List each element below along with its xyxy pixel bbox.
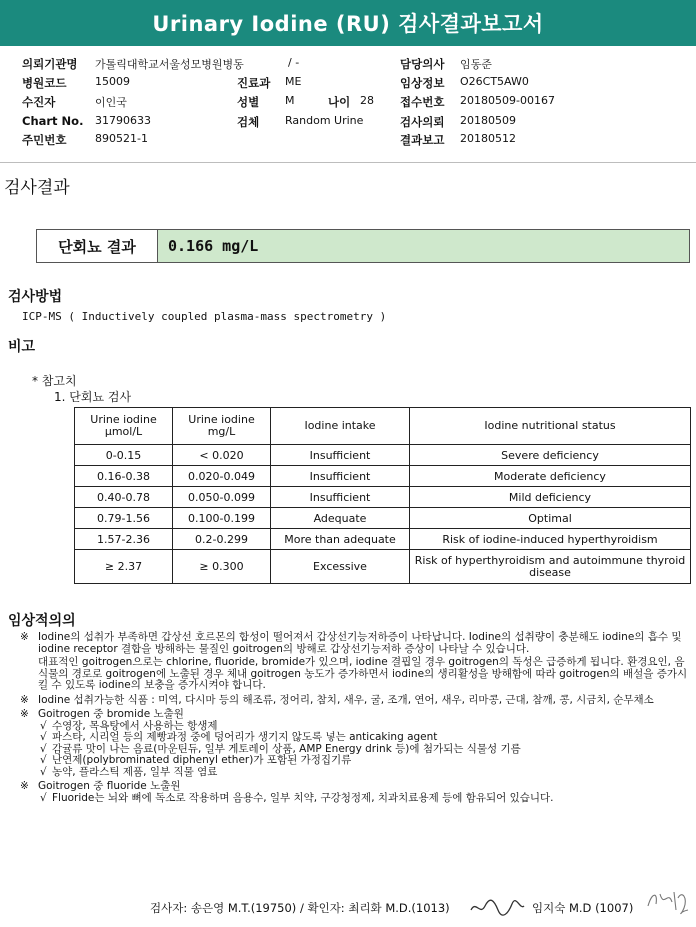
table-cell: < 0.020 [173, 445, 271, 466]
reference-mark-icon: ※ [20, 693, 29, 706]
reference-mark-icon: ※ [20, 708, 29, 720]
list-item-text: 난연제(polybrominated diphenyl ether)가 포함된 가정집기류 [52, 754, 352, 766]
resident-value: 890521-1 [95, 132, 148, 145]
table-cell: 0.050-0.099 [173, 487, 271, 508]
resident-label: 주민번호 [22, 133, 67, 147]
check-icon: √ [40, 791, 47, 804]
list-item-text: 파스타, 시리얼 등의 제빵과정 중에 덩어리가 생기지 않도록 넣는 anticaking agent [52, 731, 438, 743]
reference-subheading: 1. 단회뇨 검사 [54, 390, 132, 404]
clinical-heading: 임상적의의 [8, 613, 76, 629]
table-cell: Insufficient [271, 487, 410, 508]
table-cell: ≥ 0.300 [173, 550, 271, 584]
result-box [36, 229, 690, 263]
clinical-text: 대표적인 goitrogen으로는 chlorine, fluoride, bromide가 있으며, iodine 결핍일 경우 goitrogen의 독성은 급증하게 됩니다. 환경요인, 음식물의 경로로 goitrogen에 노출된 경우 체내 goitrogen 농도가 증가하면서 iodine의 생리활성을 방해함에 따라 goitrogen의 배설을 증가시킬 수 있도록 iodine의 보충을 증가시켜야 합니다. [38, 656, 688, 691]
sex-value: M [285, 94, 295, 107]
institution-label: 의뢰기관명 [22, 57, 78, 71]
hospital-code-label: 병원코드 [22, 76, 67, 90]
table-cell: 0.40-0.78 [75, 487, 173, 508]
table-cell: 0.020-0.049 [173, 466, 271, 487]
fluoride-heading: Goitrogen 중 fluoride 노출원 [38, 780, 181, 792]
list-item [20, 793, 690, 805]
table-row [75, 487, 691, 508]
table-cell: Adequate [271, 508, 410, 529]
table-row [75, 508, 691, 529]
ordinfo-label: 임상정보 [400, 76, 445, 90]
handwritten-signature-icon [644, 886, 692, 916]
table-cell: 0.2-0.299 [173, 529, 271, 550]
table-cell: More than adequate [271, 529, 410, 550]
result-label: 단회뇨 결과 [37, 230, 158, 262]
ward-value: / - [288, 56, 300, 69]
clinical-paragraph [20, 632, 690, 692]
table-cell: Insufficient [271, 466, 410, 487]
receipt-value: 20180509-00167 [460, 94, 555, 107]
request-value: 20180509 [460, 114, 516, 127]
list-item [20, 767, 690, 779]
bromide-heading: Goitrogen 중 bromide 노출원 [38, 708, 184, 720]
institution-value: 가톨릭대학교서울성모병원병동 [95, 58, 244, 71]
table-cell: Severe deficiency [410, 445, 691, 466]
specimen-label: 검체 [237, 115, 260, 129]
table-cell: Mild deficiency [410, 487, 691, 508]
column-header: Iodine nutritional status [410, 408, 691, 445]
table-cell: Insufficient [271, 445, 410, 466]
table-cell: Moderate deficiency [410, 466, 691, 487]
list-item-text: 감귤류 맛이 나는 음료(마운틴듀, 일부 게토레이 상품, AMP Energy drink 등)에 첨가되는 식물성 기름 [52, 742, 521, 755]
dept-value: ME [285, 75, 302, 88]
clinical-text: Iodine의 섭취가 부족하면 갑상선 호르몬의 합성이 떨어져서 갑상선기능저하증이 나타납니다. Iodine의 섭취량이 충분해도 iodine의 흡수 및 iodine receptor 결합을 방해하는 물질인 goitrogen의 방해로 갑상선기능저하 증상이 나타날 수 있습니다. [38, 631, 682, 655]
check-icon: √ [40, 754, 47, 766]
table-cell: Risk of hyperthyroidism and autoimmune thyroid disease [410, 550, 691, 584]
list-item-text: Fluoride는 뇌와 뼈에 독소로 작용하며 음용수, 일부 치약, 구강청정제, 치과치료용제 등에 함유되어 있습니다. [52, 791, 554, 804]
sex-label: 성별 [237, 95, 260, 109]
hospital-code-value: 15009 [95, 75, 130, 88]
report-date-label: 결과보고 [400, 133, 445, 147]
reference-table [74, 407, 691, 584]
results-heading: 검사결과 [4, 178, 70, 198]
chart-value: 31790633 [95, 114, 151, 127]
table-row [75, 550, 691, 584]
doctor-value: 임동준 [460, 58, 492, 71]
table-cell: 0.16-0.38 [75, 466, 173, 487]
doctor-label: 담당의사 [400, 57, 445, 71]
dept-label: 진료과 [237, 76, 271, 90]
result-value: 0.166 mg/L [158, 230, 689, 262]
method-heading: 검사방법 [8, 289, 63, 305]
table-cell: 0.100-0.199 [173, 508, 271, 529]
patient-label: 수진자 [22, 95, 56, 109]
age-label: 나이 [328, 95, 351, 109]
column-header: Urine iodine μmol/L [75, 408, 173, 445]
table-row [75, 466, 691, 487]
table-row [75, 529, 691, 550]
table-cell: Excessive [271, 550, 410, 584]
report-title: Urinary Iodine (RU) 검사결과보고서 [0, 0, 696, 46]
table-cell: 1.57-2.36 [75, 529, 173, 550]
check-icon: √ [40, 765, 47, 778]
table-cell: Optimal [410, 508, 691, 529]
ordinfo-value: O26CT5AW0 [460, 75, 529, 88]
table-cell: 0-0.15 [75, 445, 173, 466]
check-icon: √ [40, 731, 47, 743]
check-icon: √ [40, 719, 47, 732]
note-heading: 비고 [8, 339, 36, 355]
table-cell: Risk of iodine-induced hyperthyroidism [410, 529, 691, 550]
report-date-value: 20180512 [460, 132, 516, 145]
specimen-value: Random Urine [285, 114, 364, 127]
clinical-text: Iodine 섭취가능한 식품 : 미역, 다시마 등의 해조류, 정어리, 참치, 새우, 굴, 조개, 연어, 새우, 리마콩, 근대, 참깨, 콩, 시금치, 순무채소 [38, 693, 654, 706]
signature-line: 검사자: 송은영 M.T.(19750) / 확인자: 최리화 M.D.(1013) [150, 901, 450, 915]
reference-mark-icon: ※ [20, 631, 29, 643]
table-row [75, 445, 691, 466]
method-text: ICP-MS ( Inductively coupled plasma-mass spectrometry ) [22, 310, 387, 323]
reference-mark-icon: ※ [20, 780, 29, 792]
receipt-label: 접수번호 [400, 95, 445, 109]
column-header: Urine iodine mg/L [173, 408, 271, 445]
table-cell: ≥ 2.37 [75, 550, 173, 584]
second-signer: 임지숙 M.D (1007) [532, 901, 634, 915]
list-item-text: 농약, 플라스틱 제품, 일부 직물 염료 [52, 765, 218, 778]
divider [0, 162, 696, 163]
reference-heading: * 참고치 [32, 374, 77, 388]
clinical-section [20, 632, 690, 804]
patient-value: 이인국 [95, 96, 127, 109]
chart-label: Chart No. [22, 114, 84, 128]
list-item-text: 수영장, 목욕탕에서 사용하는 항생제 [52, 719, 218, 732]
clinical-paragraph [20, 695, 690, 707]
table-cell: 0.79-1.56 [75, 508, 173, 529]
request-label: 검사의뢰 [400, 115, 445, 129]
column-header: Iodine intake [271, 408, 410, 445]
signature-scribble-icon [468, 896, 526, 918]
check-icon: √ [40, 742, 47, 755]
age-value: 28 [360, 94, 374, 107]
